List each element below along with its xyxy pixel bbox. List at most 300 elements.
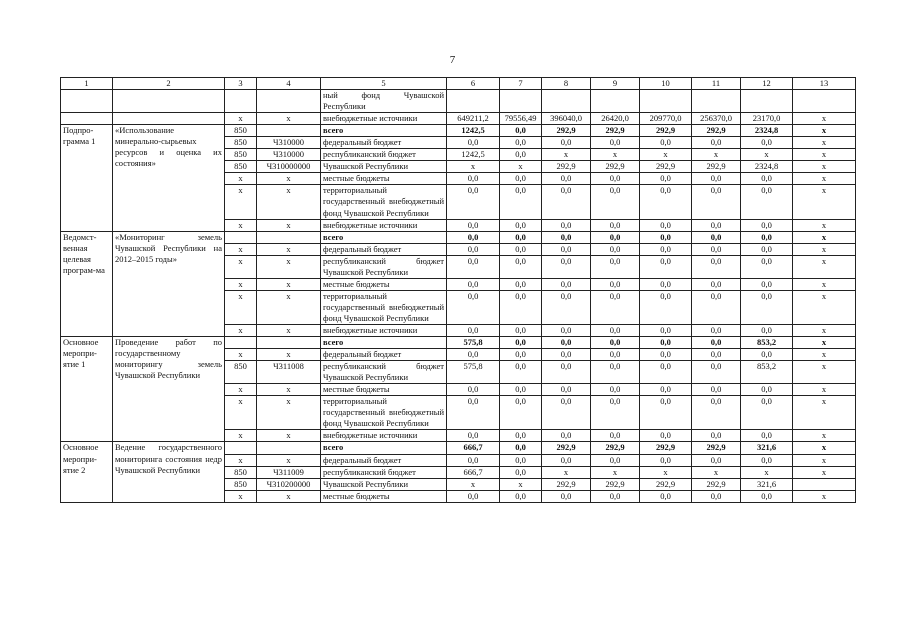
value-cell: 0,0	[591, 349, 640, 361]
value-cell: x	[500, 161, 542, 173]
value-cell: 0,0	[542, 231, 591, 243]
funding-source: территориальный государственный внебюджетный фонд Чувашской Республики	[321, 290, 447, 324]
col3-code	[225, 337, 257, 349]
funding-source: всего	[321, 337, 447, 349]
value-cell: x	[692, 466, 741, 478]
value-cell: x	[640, 466, 692, 478]
value-cell: 0,0	[741, 430, 793, 442]
col4-code: x	[257, 430, 321, 442]
value-cell: 0,0	[500, 290, 542, 324]
col3-code: x	[225, 396, 257, 430]
value-cell: 0,0	[692, 396, 741, 430]
value-cell: 0,0	[692, 324, 741, 336]
value-cell: 292,9	[692, 478, 741, 490]
col3-code: 850	[225, 361, 257, 384]
col4-code	[257, 231, 321, 243]
funding-source: внебюджетные источники	[321, 324, 447, 336]
header-cell: 2	[113, 78, 225, 90]
value-cell: 0,0	[640, 255, 692, 278]
col3-code: x	[225, 243, 257, 255]
value-cell: 0,0	[692, 454, 741, 466]
row-description	[113, 90, 225, 113]
value-cell: 0,0	[640, 137, 692, 149]
value-cell	[741, 90, 793, 113]
value-cell: 0,0	[542, 337, 591, 349]
value-cell: 0,0	[591, 361, 640, 384]
value-cell: 0,0	[591, 255, 640, 278]
col3-code	[225, 442, 257, 454]
value-cell: 0,0	[640, 185, 692, 219]
value-cell: x	[793, 243, 856, 255]
funding-source: федеральный бюджет	[321, 454, 447, 466]
value-cell: 0,0	[591, 231, 640, 243]
value-cell	[793, 478, 856, 490]
value-cell: 0,0	[542, 185, 591, 219]
value-cell: 0,0	[542, 349, 591, 361]
value-cell: 0,0	[741, 349, 793, 361]
value-cell: x	[793, 219, 856, 231]
col4-code: x	[257, 243, 321, 255]
header-cell: 6	[447, 78, 500, 90]
value-cell: x	[447, 478, 500, 490]
value-cell: 666,7	[447, 466, 500, 478]
value-cell: 0,0	[542, 137, 591, 149]
value-cell: 0,0	[640, 361, 692, 384]
funding-source: всего	[321, 125, 447, 137]
value-cell: x	[793, 173, 856, 185]
value-cell: 0,0	[741, 278, 793, 290]
value-cell: 0,0	[542, 324, 591, 336]
value-cell: 0,0	[741, 384, 793, 396]
value-cell: x	[793, 161, 856, 173]
funding-source: Чувашской Республики	[321, 478, 447, 490]
value-cell: 292,9	[542, 442, 591, 454]
funding-source: внебюджетные источники	[321, 113, 447, 125]
value-cell: x	[793, 125, 856, 137]
value-cell: 0,0	[500, 255, 542, 278]
funding-source: местные бюджеты	[321, 278, 447, 290]
value-cell: 0,0	[591, 490, 640, 502]
value-cell: 0,0	[500, 490, 542, 502]
col4-code: x	[257, 278, 321, 290]
value-cell: 26420,0	[591, 113, 640, 125]
col4-code: Ч310000	[257, 137, 321, 149]
value-cell: 0,0	[692, 219, 741, 231]
row-description: Ведение государственного мониторинга состояния недр Чувашской Республики	[113, 442, 225, 502]
row-name	[61, 90, 113, 113]
col4-code	[257, 90, 321, 113]
value-cell: 0,0	[591, 430, 640, 442]
col4-code: Ч310000	[257, 149, 321, 161]
value-cell: 292,9	[640, 478, 692, 490]
col3-code: x	[225, 349, 257, 361]
budget-table	[60, 77, 856, 503]
value-cell	[591, 90, 640, 113]
value-cell: 0,0	[500, 384, 542, 396]
value-cell: 292,9	[542, 125, 591, 137]
value-cell: 292,9	[692, 125, 741, 137]
col3-code: 850	[225, 149, 257, 161]
value-cell	[640, 90, 692, 113]
value-cell: 0,0	[741, 219, 793, 231]
funding-source: внебюджетные источники	[321, 219, 447, 231]
value-cell	[692, 90, 741, 113]
value-cell: 0,0	[447, 430, 500, 442]
value-cell: 0,0	[542, 454, 591, 466]
value-cell: x	[793, 113, 856, 125]
value-cell: x	[793, 324, 856, 336]
value-cell: 0,0	[692, 490, 741, 502]
row-description: «Использование минерально-сырьевых ресурсов и оценка их состояния»	[113, 125, 225, 231]
value-cell	[447, 90, 500, 113]
col3-code: 850	[225, 466, 257, 478]
header-cell: 9	[591, 78, 640, 90]
col3-code: x	[225, 278, 257, 290]
value-cell: 0,0	[591, 384, 640, 396]
value-cell	[500, 90, 542, 113]
value-cell: 0,0	[640, 490, 692, 502]
col3-code: x	[225, 219, 257, 231]
value-cell: x	[793, 185, 856, 219]
row-name: Ведомст-венная целевая програм-ма	[61, 231, 113, 336]
funding-source: местные бюджеты	[321, 173, 447, 185]
table-row	[61, 442, 856, 454]
col3-code	[225, 231, 257, 243]
col4-code: Ч310200000	[257, 478, 321, 490]
value-cell: x	[793, 396, 856, 430]
funding-source: федеральный бюджет	[321, 137, 447, 149]
value-cell: 0,0	[692, 337, 741, 349]
value-cell: 0,0	[692, 231, 741, 243]
value-cell: 0,0	[500, 466, 542, 478]
row-description	[113, 113, 225, 125]
value-cell: 0,0	[500, 454, 542, 466]
value-cell: 0,0	[640, 173, 692, 185]
value-cell: 0,0	[640, 231, 692, 243]
col4-code: x	[257, 396, 321, 430]
col3-code: x	[225, 430, 257, 442]
funding-source: местные бюджеты	[321, 384, 447, 396]
value-cell: 0,0	[591, 173, 640, 185]
value-cell: 0,0	[500, 349, 542, 361]
col4-code: x	[257, 173, 321, 185]
value-cell: 0,0	[542, 430, 591, 442]
value-cell: 0,0	[591, 243, 640, 255]
value-cell: 1242,5	[447, 125, 500, 137]
funding-source: всего	[321, 231, 447, 243]
header-cell: 7	[500, 78, 542, 90]
value-cell: 396040,0	[542, 113, 591, 125]
value-cell: x	[542, 466, 591, 478]
value-cell: 0,0	[447, 255, 500, 278]
funding-source: всего	[321, 442, 447, 454]
row-name: Подпро-грамма 1	[61, 125, 113, 231]
value-cell: 0,0	[692, 185, 741, 219]
value-cell: 0,0	[591, 396, 640, 430]
value-cell: 292,9	[591, 125, 640, 137]
funding-source: ный фонд Чувашской Республики	[321, 90, 447, 113]
col3-code: x	[225, 490, 257, 502]
value-cell: 0,0	[500, 149, 542, 161]
value-cell: x	[500, 478, 542, 490]
value-cell: 292,9	[692, 442, 741, 454]
funding-source: внебюджетные источники	[321, 430, 447, 442]
header-cell: 4	[257, 78, 321, 90]
value-cell: 0,0	[591, 290, 640, 324]
funding-source: республиканский бюджет	[321, 466, 447, 478]
value-cell: 0,0	[591, 337, 640, 349]
value-cell: 0,0	[741, 396, 793, 430]
value-cell: 0,0	[741, 255, 793, 278]
value-cell: 0,0	[692, 278, 741, 290]
value-cell: x	[793, 137, 856, 149]
value-cell: 0,0	[741, 490, 793, 502]
value-cell: x	[793, 231, 856, 243]
value-cell: 0,0	[447, 384, 500, 396]
value-cell: 0,0	[640, 430, 692, 442]
value-cell: x	[793, 454, 856, 466]
value-cell: x	[591, 466, 640, 478]
value-cell: x	[793, 349, 856, 361]
value-cell: x	[793, 255, 856, 278]
header-cell: 5	[321, 78, 447, 90]
col3-code: x	[225, 173, 257, 185]
col3-code: x	[225, 324, 257, 336]
value-cell: 0,0	[640, 454, 692, 466]
value-cell: 0,0	[692, 255, 741, 278]
value-cell: 0,0	[591, 219, 640, 231]
value-cell: 0,0	[640, 219, 692, 231]
funding-source: республиканский бюджет	[321, 149, 447, 161]
value-cell: 23170,0	[741, 113, 793, 125]
value-cell: 0,0	[640, 396, 692, 430]
value-cell: 292,9	[591, 478, 640, 490]
value-cell: 292,9	[591, 161, 640, 173]
value-cell: x	[793, 442, 856, 454]
value-cell: 0,0	[447, 396, 500, 430]
table-row	[61, 231, 856, 243]
col3-code: 850	[225, 161, 257, 173]
col3-code: 850	[225, 125, 257, 137]
value-cell: 0,0	[500, 125, 542, 137]
value-cell: x	[591, 149, 640, 161]
page-number: 7	[449, 54, 456, 66]
value-cell: 292,9	[640, 161, 692, 173]
value-cell: x	[793, 490, 856, 502]
table-row	[61, 337, 856, 349]
value-cell: 0,0	[741, 137, 793, 149]
funding-source: федеральный бюджет	[321, 243, 447, 255]
funding-source: территориальный государственный внебюджетный фонд Чувашской Республики	[321, 396, 447, 430]
value-cell: 0,0	[542, 173, 591, 185]
col4-code: x	[257, 255, 321, 278]
col4-code: Ч310000000	[257, 161, 321, 173]
col3-code	[225, 90, 257, 113]
value-cell: 0,0	[741, 173, 793, 185]
value-cell: 0,0	[500, 243, 542, 255]
row-name	[61, 113, 113, 125]
col4-code	[257, 442, 321, 454]
value-cell: x	[793, 149, 856, 161]
value-cell: 321,6	[741, 478, 793, 490]
value-cell: x	[793, 384, 856, 396]
table-row	[61, 90, 856, 113]
funding-source: республиканский бюджет Чувашской Республики	[321, 255, 447, 278]
col4-code: x	[257, 454, 321, 466]
value-cell: 0,0	[500, 442, 542, 454]
value-cell: 0,0	[500, 324, 542, 336]
value-cell: 292,9	[692, 161, 741, 173]
value-cell: x	[741, 466, 793, 478]
value-cell: 0,0	[741, 324, 793, 336]
value-cell: 0,0	[591, 185, 640, 219]
value-cell: 0,0	[542, 490, 591, 502]
value-cell: 0,0	[741, 290, 793, 324]
value-cell: 666,7	[447, 442, 500, 454]
value-cell: 0,0	[447, 243, 500, 255]
header-cell: 13	[793, 78, 856, 90]
value-cell: 0,0	[447, 137, 500, 149]
col4-code: Ч311009	[257, 466, 321, 478]
row-description: Проведение работ по государственному мониторингу земель Чувашской Республики	[113, 337, 225, 442]
col4-code: x	[257, 113, 321, 125]
value-cell: 0,0	[692, 173, 741, 185]
value-cell: 853,2	[741, 361, 793, 384]
value-cell: x	[793, 290, 856, 324]
value-cell: 0,0	[640, 384, 692, 396]
value-cell: 0,0	[542, 255, 591, 278]
value-cell: 0,0	[447, 290, 500, 324]
value-cell: 0,0	[447, 349, 500, 361]
table-row	[61, 125, 856, 137]
value-cell: 0,0	[640, 278, 692, 290]
value-cell: 853,2	[741, 337, 793, 349]
value-cell: 0,0	[447, 490, 500, 502]
row-description: «Мониторинг земель Чувашской Республики на 2012–2015 годы»	[113, 231, 225, 336]
header-cell: 8	[542, 78, 591, 90]
table-row	[61, 113, 856, 125]
value-cell: x	[793, 361, 856, 384]
value-cell: 0,0	[542, 290, 591, 324]
col3-code: 850	[225, 478, 257, 490]
value-cell: 292,9	[640, 125, 692, 137]
value-cell: 2324,8	[741, 161, 793, 173]
value-cell: 0,0	[447, 231, 500, 243]
value-cell: 209770,0	[640, 113, 692, 125]
value-cell: 0,0	[591, 278, 640, 290]
value-cell: 0,0	[542, 396, 591, 430]
header-cell: 12	[741, 78, 793, 90]
col4-code: x	[257, 219, 321, 231]
value-cell	[542, 90, 591, 113]
value-cell: x	[793, 278, 856, 290]
value-cell: 0,0	[741, 243, 793, 255]
header-cell: 1	[61, 78, 113, 90]
value-cell: 649211,2	[447, 113, 500, 125]
funding-source: Чувашской Республики	[321, 161, 447, 173]
value-cell: 0,0	[500, 361, 542, 384]
value-cell: 0,0	[640, 337, 692, 349]
col4-code: x	[257, 349, 321, 361]
value-cell: 1242,5	[447, 149, 500, 161]
row-name: Основное меропри-ятие 1	[61, 337, 113, 442]
value-cell: 0,0	[500, 219, 542, 231]
value-cell: 0,0	[591, 137, 640, 149]
value-cell: 0,0	[500, 185, 542, 219]
col3-code: x	[225, 384, 257, 396]
col3-code: x	[225, 185, 257, 219]
col4-code: x	[257, 384, 321, 396]
col4-code: x	[257, 490, 321, 502]
value-cell: x	[793, 466, 856, 478]
value-cell: 0,0	[640, 324, 692, 336]
value-cell: 321,6	[741, 442, 793, 454]
col3-code: x	[225, 255, 257, 278]
value-cell: 0,0	[591, 454, 640, 466]
header-cell: 11	[692, 78, 741, 90]
value-cell: 0,0	[591, 324, 640, 336]
value-cell: x	[447, 161, 500, 173]
value-cell: x	[542, 149, 591, 161]
value-cell: 0,0	[447, 278, 500, 290]
value-cell: 292,9	[591, 442, 640, 454]
value-cell: 0,0	[500, 173, 542, 185]
value-cell: 292,9	[542, 161, 591, 173]
header-cell: 3	[225, 78, 257, 90]
col4-code: Ч311008	[257, 361, 321, 384]
funding-source: территориальный государственный внебюджетный фонд Чувашской Республики	[321, 185, 447, 219]
value-cell: x	[793, 337, 856, 349]
value-cell: 0,0	[640, 290, 692, 324]
col3-code: x	[225, 113, 257, 125]
value-cell: 0,0	[741, 185, 793, 219]
value-cell: 292,9	[640, 442, 692, 454]
value-cell: x	[793, 430, 856, 442]
value-cell: 0,0	[500, 278, 542, 290]
value-cell: 0,0	[692, 430, 741, 442]
value-cell: 0,0	[640, 243, 692, 255]
value-cell: 575,8	[447, 337, 500, 349]
header-cell: 10	[640, 78, 692, 90]
value-cell: 0,0	[447, 219, 500, 231]
header-row	[61, 78, 856, 90]
value-cell: 575,8	[447, 361, 500, 384]
value-cell: 2324,8	[741, 125, 793, 137]
value-cell: 0,0	[741, 454, 793, 466]
value-cell: 0,0	[692, 361, 741, 384]
value-cell: 0,0	[447, 185, 500, 219]
value-cell: 0,0	[542, 361, 591, 384]
value-cell	[793, 90, 856, 113]
value-cell: 79556,49	[500, 113, 542, 125]
value-cell: 0,0	[542, 243, 591, 255]
funding-source: республиканский бюджет Чувашской Республики	[321, 361, 447, 384]
value-cell: 0,0	[447, 324, 500, 336]
value-cell: 0,0	[500, 337, 542, 349]
value-cell: 256370,0	[692, 113, 741, 125]
value-cell: x	[640, 149, 692, 161]
value-cell: 0,0	[692, 349, 741, 361]
value-cell: 0,0	[500, 137, 542, 149]
funding-source: федеральный бюджет	[321, 349, 447, 361]
row-name: Основное меропри-ятие 2	[61, 442, 113, 502]
value-cell: 0,0	[542, 384, 591, 396]
value-cell: 0,0	[447, 454, 500, 466]
col4-code	[257, 125, 321, 137]
value-cell: 0,0	[640, 349, 692, 361]
value-cell: 0,0	[542, 278, 591, 290]
col3-code: 850	[225, 137, 257, 149]
